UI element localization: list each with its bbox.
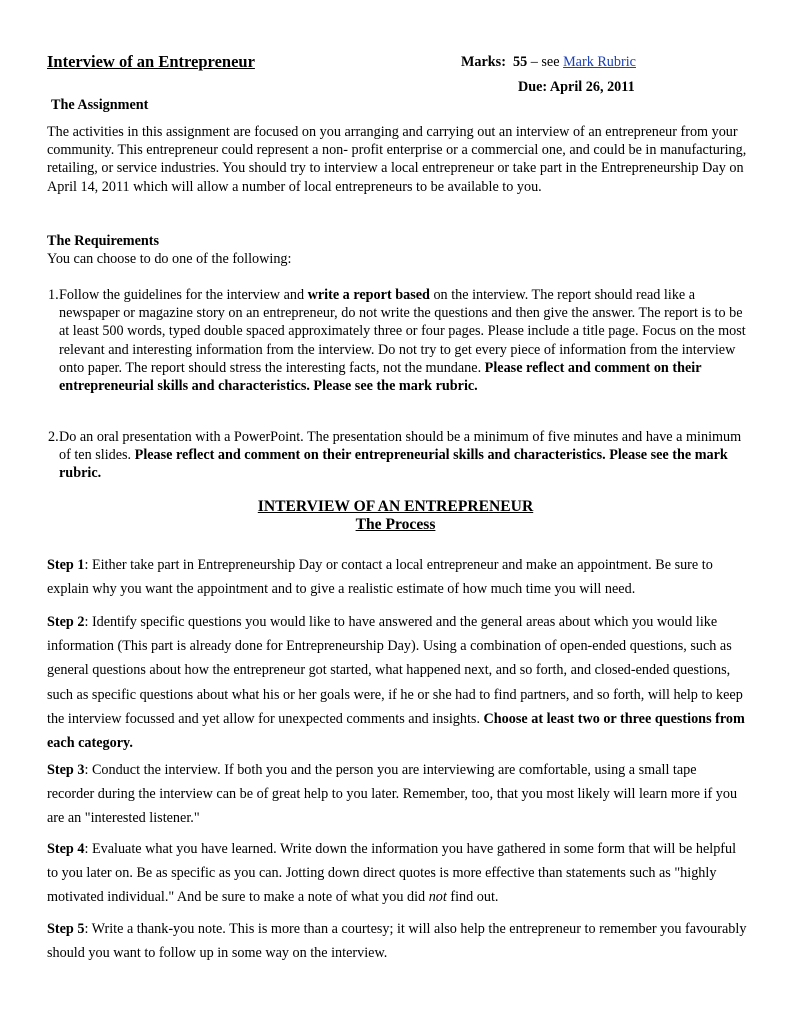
- marks-label: Marks:: [461, 54, 506, 70]
- step-label: Step 2: [47, 614, 85, 630]
- assignment-body: The activities in this assignment are focused on you arranging and carrying out an interview of an entrepreneur from your community. This entrepreneur could represent a non- profit enterprise or a commercial one, and could be in manufacturing, retailing, or service industries. You should try to interview a local entrepreneur or take part in the Entrepreneurship Day on April 14, 2011 which will allow a number of local entrepreneurs to be available to you.: [47, 124, 747, 195]
- step-4: [47, 837, 747, 910]
- item-text-mid: on the interview. The report should read like a newspaper or magazine story on an entrepreneur, do not write the questions and then give the answer. The report is to be at least 500 words, typed double spaced approximately three or four pages. Please include a title page. Focus on the most relevant and interesting information from the interview. Do not try to get every piece of information from the interview onto paper. The report should stress the interesting facts, not the mundane.: [59, 287, 746, 376]
- requirements-intro: You can choose to do one of the following:: [47, 251, 292, 267]
- step-5: [47, 917, 747, 965]
- step-3: [47, 758, 747, 831]
- step-2: [47, 610, 747, 755]
- step-text-italic: not: [428, 889, 447, 906]
- marks-value: 55: [513, 54, 528, 70]
- requirements-heading: The Requirements: [47, 233, 160, 249]
- item-text-pre: Follow the guidelines for the interview and: [59, 287, 308, 303]
- marks-separator: – see: [527, 54, 564, 70]
- step-1: [47, 553, 747, 601]
- item-text-bold: write a report based: [307, 287, 430, 303]
- step-text: : Either take part in Entrepreneurship Day or contact a local entrepreneur and make an appointment. Be sure to explain why you want the appointment and to give a realistic estimate of how much time you will need.: [47, 557, 713, 598]
- step-label: Step 3: [47, 762, 85, 778]
- step-label: Step 5: [47, 921, 85, 937]
- item-text-bold: Please reflect and comment on their entrepreneurial skills and characteristics. Please see the mark rubric.: [59, 447, 728, 482]
- item-text: [59, 428, 749, 483]
- item-number: 2.: [48, 429, 59, 445]
- mark-rubric-link[interactable]: Mark Rubric: [563, 54, 636, 70]
- assignment-heading: The Assignment: [51, 97, 149, 113]
- document-title: Interview of an Entrepreneur: [47, 52, 255, 71]
- process-heading: INTERVIEW OF AN ENTREPRENEUR: [257, 498, 534, 515]
- step-text-bold: Choose at least two or three questions from each category.: [47, 710, 745, 752]
- process-subheading: The Process: [355, 516, 436, 533]
- item-number: 1.: [48, 287, 59, 303]
- item-text-pre: Do an oral presentation with a PowerPoint. The presentation should be a minimum of five minutes and have a minimum of ten slides.: [59, 429, 742, 464]
- marks-line: [461, 54, 636, 71]
- due-date: Due: April 26, 2011: [518, 79, 635, 95]
- step-text: : Write a thank-you note. This is more than a courtesy; it will also help the entrepreneur to remember you favourably should you want to follow up in some way on the interview.: [47, 921, 747, 962]
- step-text: : Identify specific questions you would like to have answered and the general areas about which you would like information (This part is already done for Entrepreneurship Day). Using a combination of open-ended questions, such as general questions about how the entrepreneur got started, what happened next, and so forth, and closed-ended questions, such as specific questions about what his or her goals were, if he or she had to find partners, and so forth, will help to keep the interview focussed and yet allow for unexpected comments and insights.: [47, 614, 743, 727]
- step-label: Step 1: [47, 557, 85, 573]
- step-label: Step 4: [47, 841, 85, 857]
- step-text: : Evaluate what you have learned. Write down the information you have gathered in some form that will be helpful to you later on. Be as specific as you can. Jotting down direct quotes is more effective than statements such as "highly motivated individual." And be sure to make a note of what you did: [47, 841, 737, 906]
- item-text-bold-end: Please reflect and comment on their entrepreneurial skills and characteristics. Please see the mark rubric.: [59, 359, 702, 395]
- step-text: : Conduct the interview. If both you and the person you are interviewing are comfortable, using a small tape recorder during the interview can be of great help to you later. Remember, too, that you most likely will learn more if you are an "interested listener.": [47, 762, 738, 827]
- item-text: [59, 286, 749, 395]
- step-text-end: find out.: [446, 889, 499, 906]
